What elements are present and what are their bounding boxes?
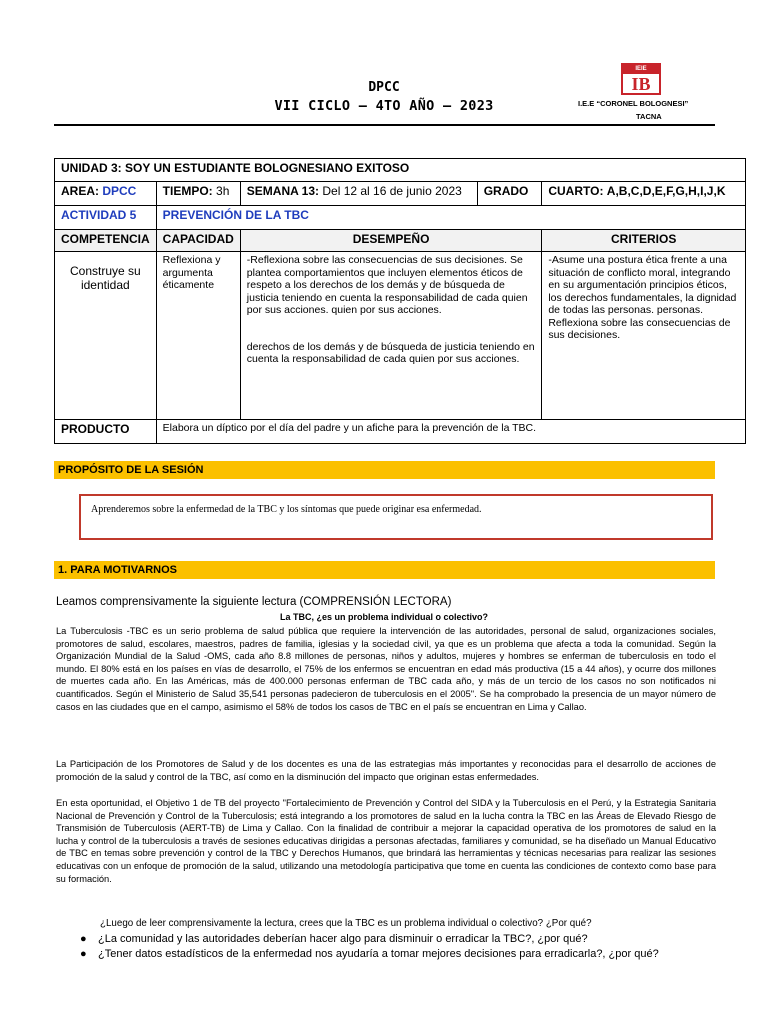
document-subtitle: VII CICLO – 4TO AÑO – 2023 <box>274 98 494 114</box>
reading-paragraph-3: En esta oportunidad, el Objetivo 1 de TB del proyecto "Fortalecimiento de Prevención y Control del SIDA y la Tuberculosis en el Perú, y la Estrategia Sanitaria Nacional de Prevención y Control de la Tuberculosis; está integrando a los promotores de salud en la lucha contra la TBC en las Áreas de Elevado Riesgo de Transmisión de Tuberculosis (AERT-TB) de Lima y Callao. Con la finalidad de contribuir a mejorar la capacidad operativa de los promotores de salud en la lucha y control de la tuberculosis a través de sesiones educativas dirigidas a personas afectadas, familiares y comunidad, se ha diseñado un Manual Educativo de TBC en temas sobre prevención y control de la TBC y Derechos Humanos, que brindará las herramientas y técnicas necesarias para realizar las sesiones educativas con un enfoque de promoción de la salud, utilizando una metodología participativa que tome en cuenta las condiciones de contexto como base para su formación. <box>56 798 716 884</box>
reading-paragraph-1: La Tuberculosis -TBC es un serio problema de salud pública que requiere la intervención de las autoridades, personal de salud, organizaciones sociales, promotores de salud, escolares, maestros, padres de familia, iglesias y la sociedad civil, ya que es un problema que afecta a toda la comunidad. Según la Organización Mundial de la Salud -OMS, cada año 8.8 millones de personas, niños y adultos, mujeres y hombres se enferman de tuberculosis en todo el mundo. El 80% está en los países en vías de desarrollo, el 75% de los enfermos se encuentran en edad más productiva (15 a 44 años), y ocurre dos millones de muertes cada año. En las Américas, más de 400.000 personas enferman de TBC cada año, y más de un tercio de los casos no son notificados ni cuantificados. Según el Ministerio de Salud 35,541 personas padecieron de tuberculosis en el 2005". Se ha comprobado la presencia de un mayor número de casos en las ciudades que en el campo, asimismo el 58% de todos los casos de TBC en el país se encuentran en Lima y Callao. <box>56 626 716 712</box>
semana-label: SEMANA 13: <box>246 184 320 198</box>
area-cell <box>55 182 157 206</box>
school-logo <box>621 63 661 95</box>
grado-label: GRADO <box>477 182 542 206</box>
criterios-cell: -Asume una postura ética frente a una situación de conflicto moral, integrando en su argumentación principios éticos, los derechos fundamentales, la dignidad de todas las personas. personas. Reflexiona sobre las consecuencias de sus decisiones. <box>542 252 746 420</box>
area-value: DPCC <box>102 184 137 198</box>
cuarto-label: CUARTO: <box>548 184 604 198</box>
col-desempeno: DESEMPEÑO <box>240 230 542 252</box>
reading-paragraph-2: La Participación de los Promotores de Salud y de los docentes es una de las estrategias más importantes y reconocidas para el desarrollo de acciones de promoción de la salud y control de la TBC, así como en la disminución del impacto que originan estas enfermedades. <box>56 759 716 782</box>
question-3: ¿Tener datos estadísticos de la enfermedad nos ayudaría a tomar mejores decisiones para erradicarla?, ¿por qué? <box>98 948 659 960</box>
reading-title: La TBC, ¿es un problema individual o colectivo? <box>279 612 489 622</box>
document-title: DPCC <box>368 80 400 95</box>
bullet-icon: ● <box>80 948 87 960</box>
col-capacidad: CAPACIDAD <box>156 230 240 252</box>
col-criterios: CRITERIOS <box>542 230 746 252</box>
semana-cell <box>240 182 477 206</box>
school-name: I.E.E “CORONEL BOLOGNESI” <box>578 99 689 108</box>
desempeno-text: -Reflexiona sobre las consecuencias de sus decisiones. Se plantea comportamientos que incluyen elementos éticos de respeto a los derechos de los demás y de búsqueda de justicia teniendo en cuenta la responsabilidad de cada quien por sus acciones. quien por sus acciones. <box>246 254 528 316</box>
semana-value: Del 12 al 16 de junio 2023 <box>322 184 462 198</box>
proposito-box: Aprenderemos sobre la enfermedad de la TBC y los síntomas que puede originar esa enfermedad. <box>79 494 713 540</box>
tiempo-cell <box>156 182 240 206</box>
producto-label: PRODUCTO <box>55 420 157 444</box>
area-label: AREA: <box>61 184 99 198</box>
motivarnos-heading: 1. PARA MOTIVARNOS <box>54 561 715 579</box>
tiempo-label: TIEMPO: <box>162 184 213 198</box>
question-2-item <box>80 933 588 945</box>
proposito-heading: PROPÓSITO DE LA SESIÓN <box>54 461 715 479</box>
reading-intro: Leamos comprensivamente la siguiente lectura (COMPRENSIÓN LECTORA) <box>56 596 452 608</box>
activity-number: ACTIVIDAD 5 <box>55 206 157 230</box>
question-1: ¿Luego de leer comprensivamente la lectura, crees que la TBC es un problema individual o colectivo? ¿Por qué? <box>100 918 592 929</box>
unit-title: UNIDAD 3: SOY UN ESTUDIANTE BOLOGNESIANO EXITOSO <box>55 159 746 182</box>
school-city: TACNA <box>636 112 662 121</box>
cuarto-cell <box>542 182 746 206</box>
logo-band: IEIE <box>623 65 659 74</box>
activity-title: PREVENCIÓN DE LA TBC <box>156 206 745 230</box>
tiempo-value: 3h <box>216 184 230 198</box>
question-3-item <box>80 948 659 960</box>
capacidad-cell: Reflexiona y argumenta éticamente <box>156 252 240 420</box>
bullet-icon: ● <box>80 933 87 945</box>
desempeno-cell <box>240 252 542 420</box>
competencia-cell: Construye su identidad <box>55 252 157 420</box>
session-info-table <box>54 158 746 444</box>
desempeno-text-2: derechos de los demás y de búsqueda de justicia teniendo en cuenta la responsabilidad de cada quien por sus acciones. <box>246 340 535 365</box>
col-competencia: COMPETENCIA <box>55 230 157 252</box>
producto-text: Elabora un díptico por el día del padre y un afiche para la prevención de la TBC. <box>156 420 745 444</box>
header-rule <box>54 124 715 126</box>
question-2: ¿La comunidad y las autoridades deberían hacer algo para disminuir o erradicar la TBC?, ¿por qué? <box>98 933 588 945</box>
cuarto-value: A,B,C,D,E,F,G,H,I,J,K <box>606 184 726 198</box>
logo-mark: IB <box>631 74 651 94</box>
